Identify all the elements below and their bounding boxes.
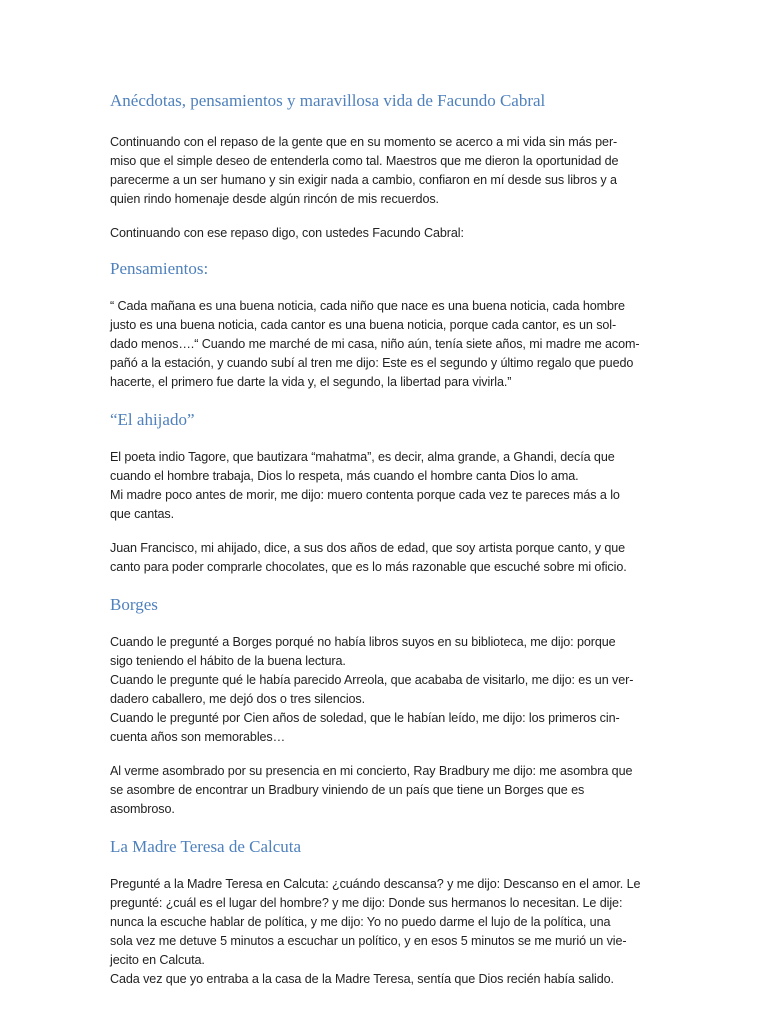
section-heading-borges: Borges	[110, 595, 158, 614]
text-line: Cuando le pregunté a Borges porqué no había libros suyos en su biblioteca, me dijo: porque	[110, 635, 616, 649]
text-line: quien rindo homenaje desde algún rincón de mis recuerdos.	[110, 192, 439, 206]
text-line: Cuando le pregunte qué le había parecido Arreola, que acababa de visitarlo, me dijo: es un ver-	[110, 673, 634, 687]
text-line: pregunté: ¿cuál es el lugar del hombre? y me dijo: Donde sus hermanos lo necesitan. Le dije:	[110, 896, 623, 910]
text-line: sola vez me detuve 5 minutos a escuchar un político, y en esos 5 minutos se me murió un vie-	[110, 934, 627, 948]
text-line: nunca la escuche hablar de política, y me dijo: Yo no puedo darme el lujo de la política, una	[110, 915, 611, 929]
text-line: pañó a la estación, y cuando subí al tren me dijo: Este es el segundo y último regalo que puedo	[110, 356, 634, 370]
text-line: cuenta años son memorables…	[110, 730, 286, 744]
text-line: Juan Francisco, mi ahijado, dice, a sus dos años de edad, que soy artista porque canto, y que	[110, 541, 626, 555]
section-paragraph	[110, 875, 658, 989]
text-line: El poeta indio Tagore, que bautizara “mahatma”, es decir, alma grande, a Ghandi, decía que	[110, 450, 615, 464]
document-title: Anécdotas, pensamientos y maravillosa vida de Facundo Cabral	[110, 91, 546, 110]
intro-paragraph-2	[110, 224, 658, 243]
text-line: Continuando con el repaso de la gente que en su momento se acerco a mi vida sin más per-	[110, 135, 618, 149]
text-line: Al verme asombrado por su presencia en mi concierto, Ray Bradbury me dijo: me asombra que	[110, 764, 633, 778]
text-line: Mi madre poco antes de morir, me dijo: muero contenta porque cada vez te pareces más a lo	[110, 488, 620, 502]
section-heading-pensamientos: Pensamientos:	[110, 259, 209, 278]
section-paragraph	[110, 539, 658, 577]
text-line: Cada vez que yo entraba a la casa de la Madre Teresa, sentía que Dios recién había salido.	[110, 972, 614, 986]
text-line: justo es una buena noticia, cada cantor es una buena noticia, porque cada cantor, es un sol-	[110, 318, 617, 332]
section-paragraph	[110, 633, 658, 747]
text-line: dado menos….“ Cuando me marché de mi casa, niño aún, tenía siete años, mi madre me acom-	[110, 337, 640, 351]
text-line: se asombre de encontrar un Bradbury viniendo de un país que tiene un Borges que es	[110, 783, 585, 797]
text-line: asombroso.	[110, 802, 175, 816]
text-line: jecito en Calcuta.	[110, 953, 205, 967]
section-heading-el-ahijado: “El ahijado”	[110, 410, 195, 429]
section-paragraph	[110, 762, 658, 819]
text-line: Continuando con ese repaso digo, con ustedes Facundo Cabral:	[110, 226, 464, 240]
text-line: canto para poder comprarle chocolates, que es lo más razonable que escuché sobre mi oficio.	[110, 560, 627, 574]
text-line: cuando el hombre trabaja, Dios lo respeta, más cuando el hombre canta Dios lo ama.	[110, 469, 579, 483]
section-paragraph	[110, 297, 658, 392]
text-line: que cantas.	[110, 507, 175, 521]
text-line: “ Cada mañana es una buena noticia, cada niño que nace es una buena noticia, cada hombre	[110, 299, 625, 313]
text-line: sigo teniendo el hábito de la buena lectura.	[110, 654, 346, 668]
text-line: Pregunté a la Madre Teresa en Calcuta: ¿cuándo descansa? y me dijo: Descanso en el amor. Le	[110, 877, 641, 891]
text-line: Cuando le pregunté por Cien años de soledad, que le habían leído, me dijo: los primeros cin-	[110, 711, 620, 725]
text-line: hacerte, el primero fue darte la vida y, el segundo, la libertad para vivirla.”	[110, 375, 512, 389]
text-line: miso que el simple deseo de entenderla como tal. Maestros que me dieron la oportunidad de	[110, 154, 619, 168]
section-heading-madre-teresa: La Madre Teresa de Calcuta	[110, 837, 302, 856]
intro-paragraph	[110, 133, 658, 209]
text-line: dadero caballero, me dejó dos o tres silencios.	[110, 692, 366, 706]
text-line: parecerme a un ser humano y sin exigir nada a cambio, confiaron en mí desde sus libros y a	[110, 173, 617, 187]
section-paragraph	[110, 448, 658, 524]
